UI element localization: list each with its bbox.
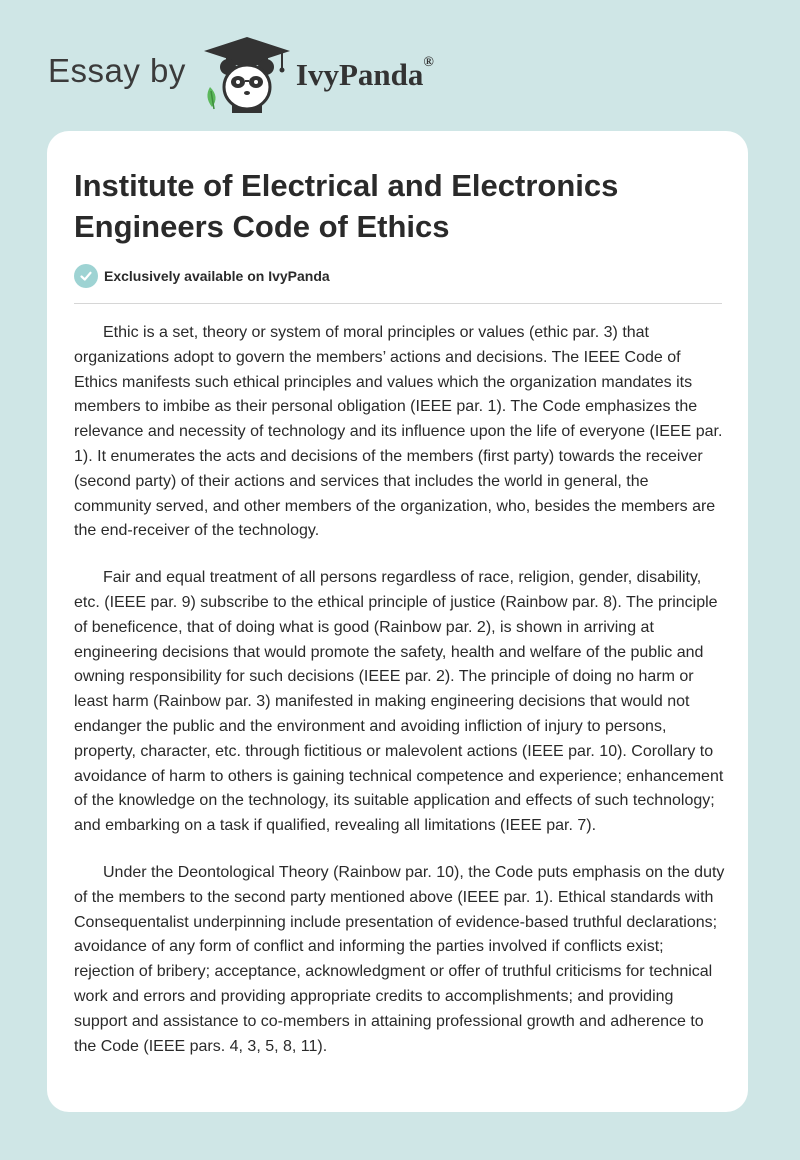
exclusive-badge-text: Exclusively available on IvyPanda [104, 268, 330, 284]
paragraph-1: Ethic is a set, theory or system of moral principles or values (ethic par. 3) that organizations adopt to govern the members’ actions and decisions. The IEEE Code of Ethics manifests such ethical principles and values which the organization mandates its members to imbibe as their personal obligation (IEEE par. 1). The Code emphasizes the relevance and necessity of technology and its influence upon the life of everyone (IEEE par. 1). It enumerates the acts and decisions of the members (first party) towards the receiver (second party) of their actions and services that includes the world in general, the community served, and other members of the organization, who, besides the members are the end-receiver of the technology. [74, 324, 723, 540]
essay-by-label: Essay by [48, 52, 186, 89]
exclusive-badge [74, 264, 330, 288]
paragraph-3: Under the Deontological Theory (Rainbow par. 10), the Code puts emphasis on the duty of the members to the second party mentioned above (IEEE par. 1). Ethical standards with Consequentalist underpinning include presentation of evidence-based truthful declarations; avoidance of any form of conflict and informing the parties involved if conflicts exist; rejection of bribery; acceptance, acknowledgment or offer of truthful criticisms for technical work and errors and providing appropriate credits to accomplishments; and providing support and assistance to co-members in attaining professional growth and adherence to the Code (IEEE pars. 4, 3, 5, 8, 11). [74, 863, 725, 1055]
paragraph-2: Fair and equal treatment of all persons regardless of race, religion, gender, disability, etc. (IEEE par. 9) subscribe to the ethical principle of justice (Rainbow par. 8). The principle of beneficence, that of doing what is good (Rainbow par. 2), is shown in arriving at engineering decisions that would promote the safety, health and welfare of the public and owning responsibility for such decisions (IEEE par. 2). The principle of doing no harm or least harm (Rainbow par. 3) manifested in making engineering decisions that would not endanger the public and the environment and avoiding infliction of injury to persons, property, character, etc. through fictitious or malevolent actions (IEEE par. 10). Corollary to avoidance of harm to others is gaining technical competence and experience; enhancement of the knowledge on the technology, its suitable application and effects of such technology; and embarking on a task if qualified, revealing all limitations (IEEE par. 7). [74, 569, 724, 835]
check-icon [74, 264, 98, 288]
essay-card [47, 131, 748, 1112]
brand-name[interactable]: IvyPanda® [295, 55, 434, 92]
panda-graduate-icon[interactable] [202, 35, 292, 113]
site-header [48, 34, 434, 114]
essay-body [74, 321, 726, 1081]
page-title: Institute of Electrical and Electronics Engineers Code of Ethics [74, 168, 619, 244]
registered-mark: ® [423, 55, 434, 70]
divider [74, 303, 722, 304]
